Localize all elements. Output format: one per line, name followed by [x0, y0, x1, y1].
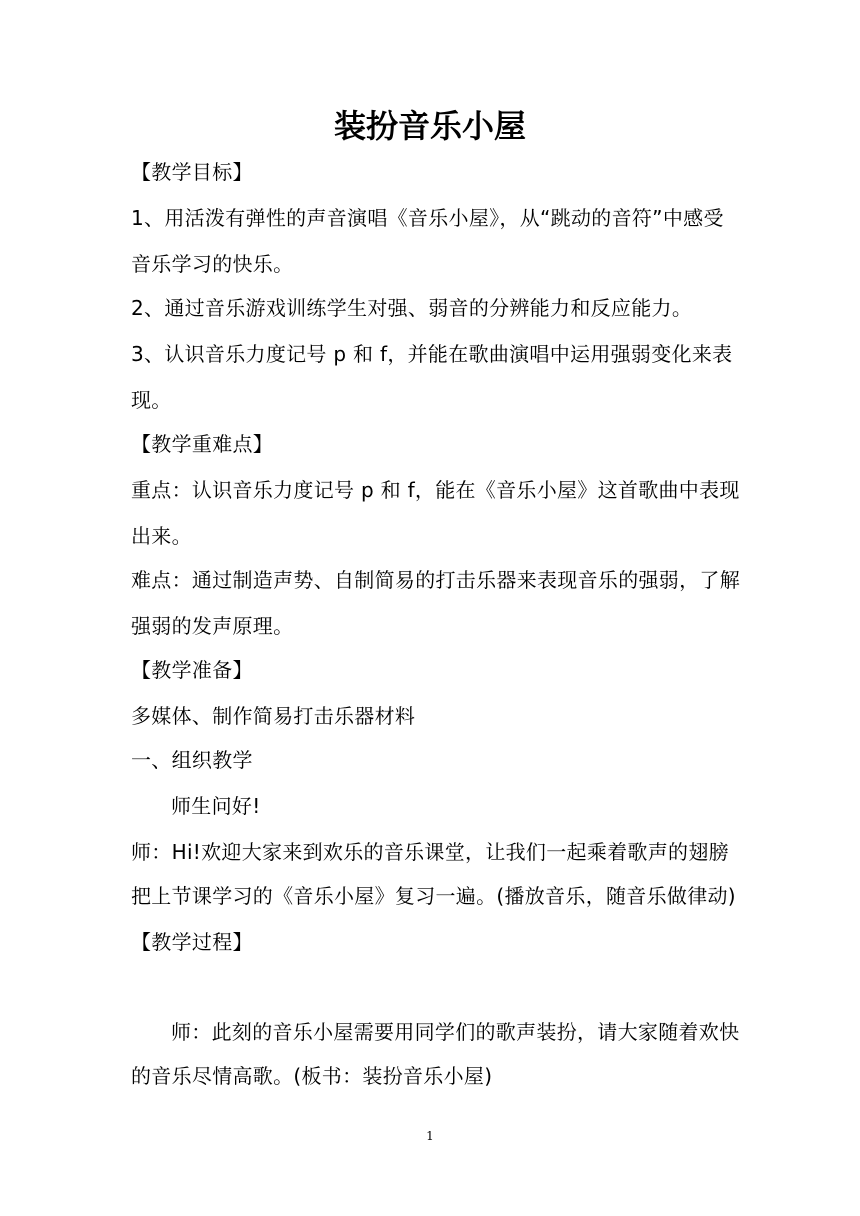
- key-point-line-1: 重点：认识音乐力度记号 p 和 f，能在《音乐小屋》这首歌曲中表现: [131, 478, 740, 502]
- objective-1-line-1: 1、用活泼有弹性的声音演唱《音乐小屋》，从“跳动的音符”中感受: [131, 206, 724, 230]
- key-point-line-2: 出来。: [131, 524, 192, 548]
- objective-3-line-2: 现。: [131, 388, 172, 412]
- objective-1-line-2: 音乐学习的快乐。: [131, 252, 294, 276]
- preparation-text: 多媒体、制作简易打击乐器材料: [131, 704, 416, 728]
- page-title: 装扮音乐小屋: [333, 107, 526, 145]
- section-heading-objectives: 【教学目标】: [131, 160, 253, 184]
- teacher-line-1: 师：Hi!欢迎大家来到欢乐的音乐课堂，让我们一起乘着歌声的翅膀: [131, 840, 729, 864]
- organize-heading: 一、组织教学: [131, 748, 253, 772]
- objective-2: 2、通过音乐游戏训练学生对强、弱音的分辨能力和反应能力。: [131, 296, 693, 320]
- page-number: 1: [426, 1129, 434, 1143]
- section-heading-preparation: 【教学准备】: [131, 658, 253, 682]
- section-heading-key-points: 【教学重难点】: [131, 432, 274, 456]
- greeting-text: 师生问好!: [171, 794, 261, 818]
- difficulty-line-2: 强弱的发声原理。: [131, 614, 294, 638]
- process-line-1: 师：此刻的音乐小屋需要用同学们的歌声装扮，请大家随着欢快: [171, 1020, 740, 1044]
- difficulty-line-1: 难点：通过制造声势、自制简易的打击乐器来表现音乐的强弱，了解: [131, 568, 740, 592]
- section-heading-process: 【教学过程】: [131, 930, 253, 954]
- teacher-line-2: 把上节课学习的《音乐小屋》复习一遍。(播放音乐，随音乐做律动): [131, 884, 736, 908]
- process-line-2: 的音乐尽情高歌。(板书：装扮音乐小屋): [131, 1064, 493, 1088]
- objective-3-line-1: 3、认识音乐力度记号 p 和 f，并能在歌曲演唱中运用强弱变化来表: [131, 342, 733, 366]
